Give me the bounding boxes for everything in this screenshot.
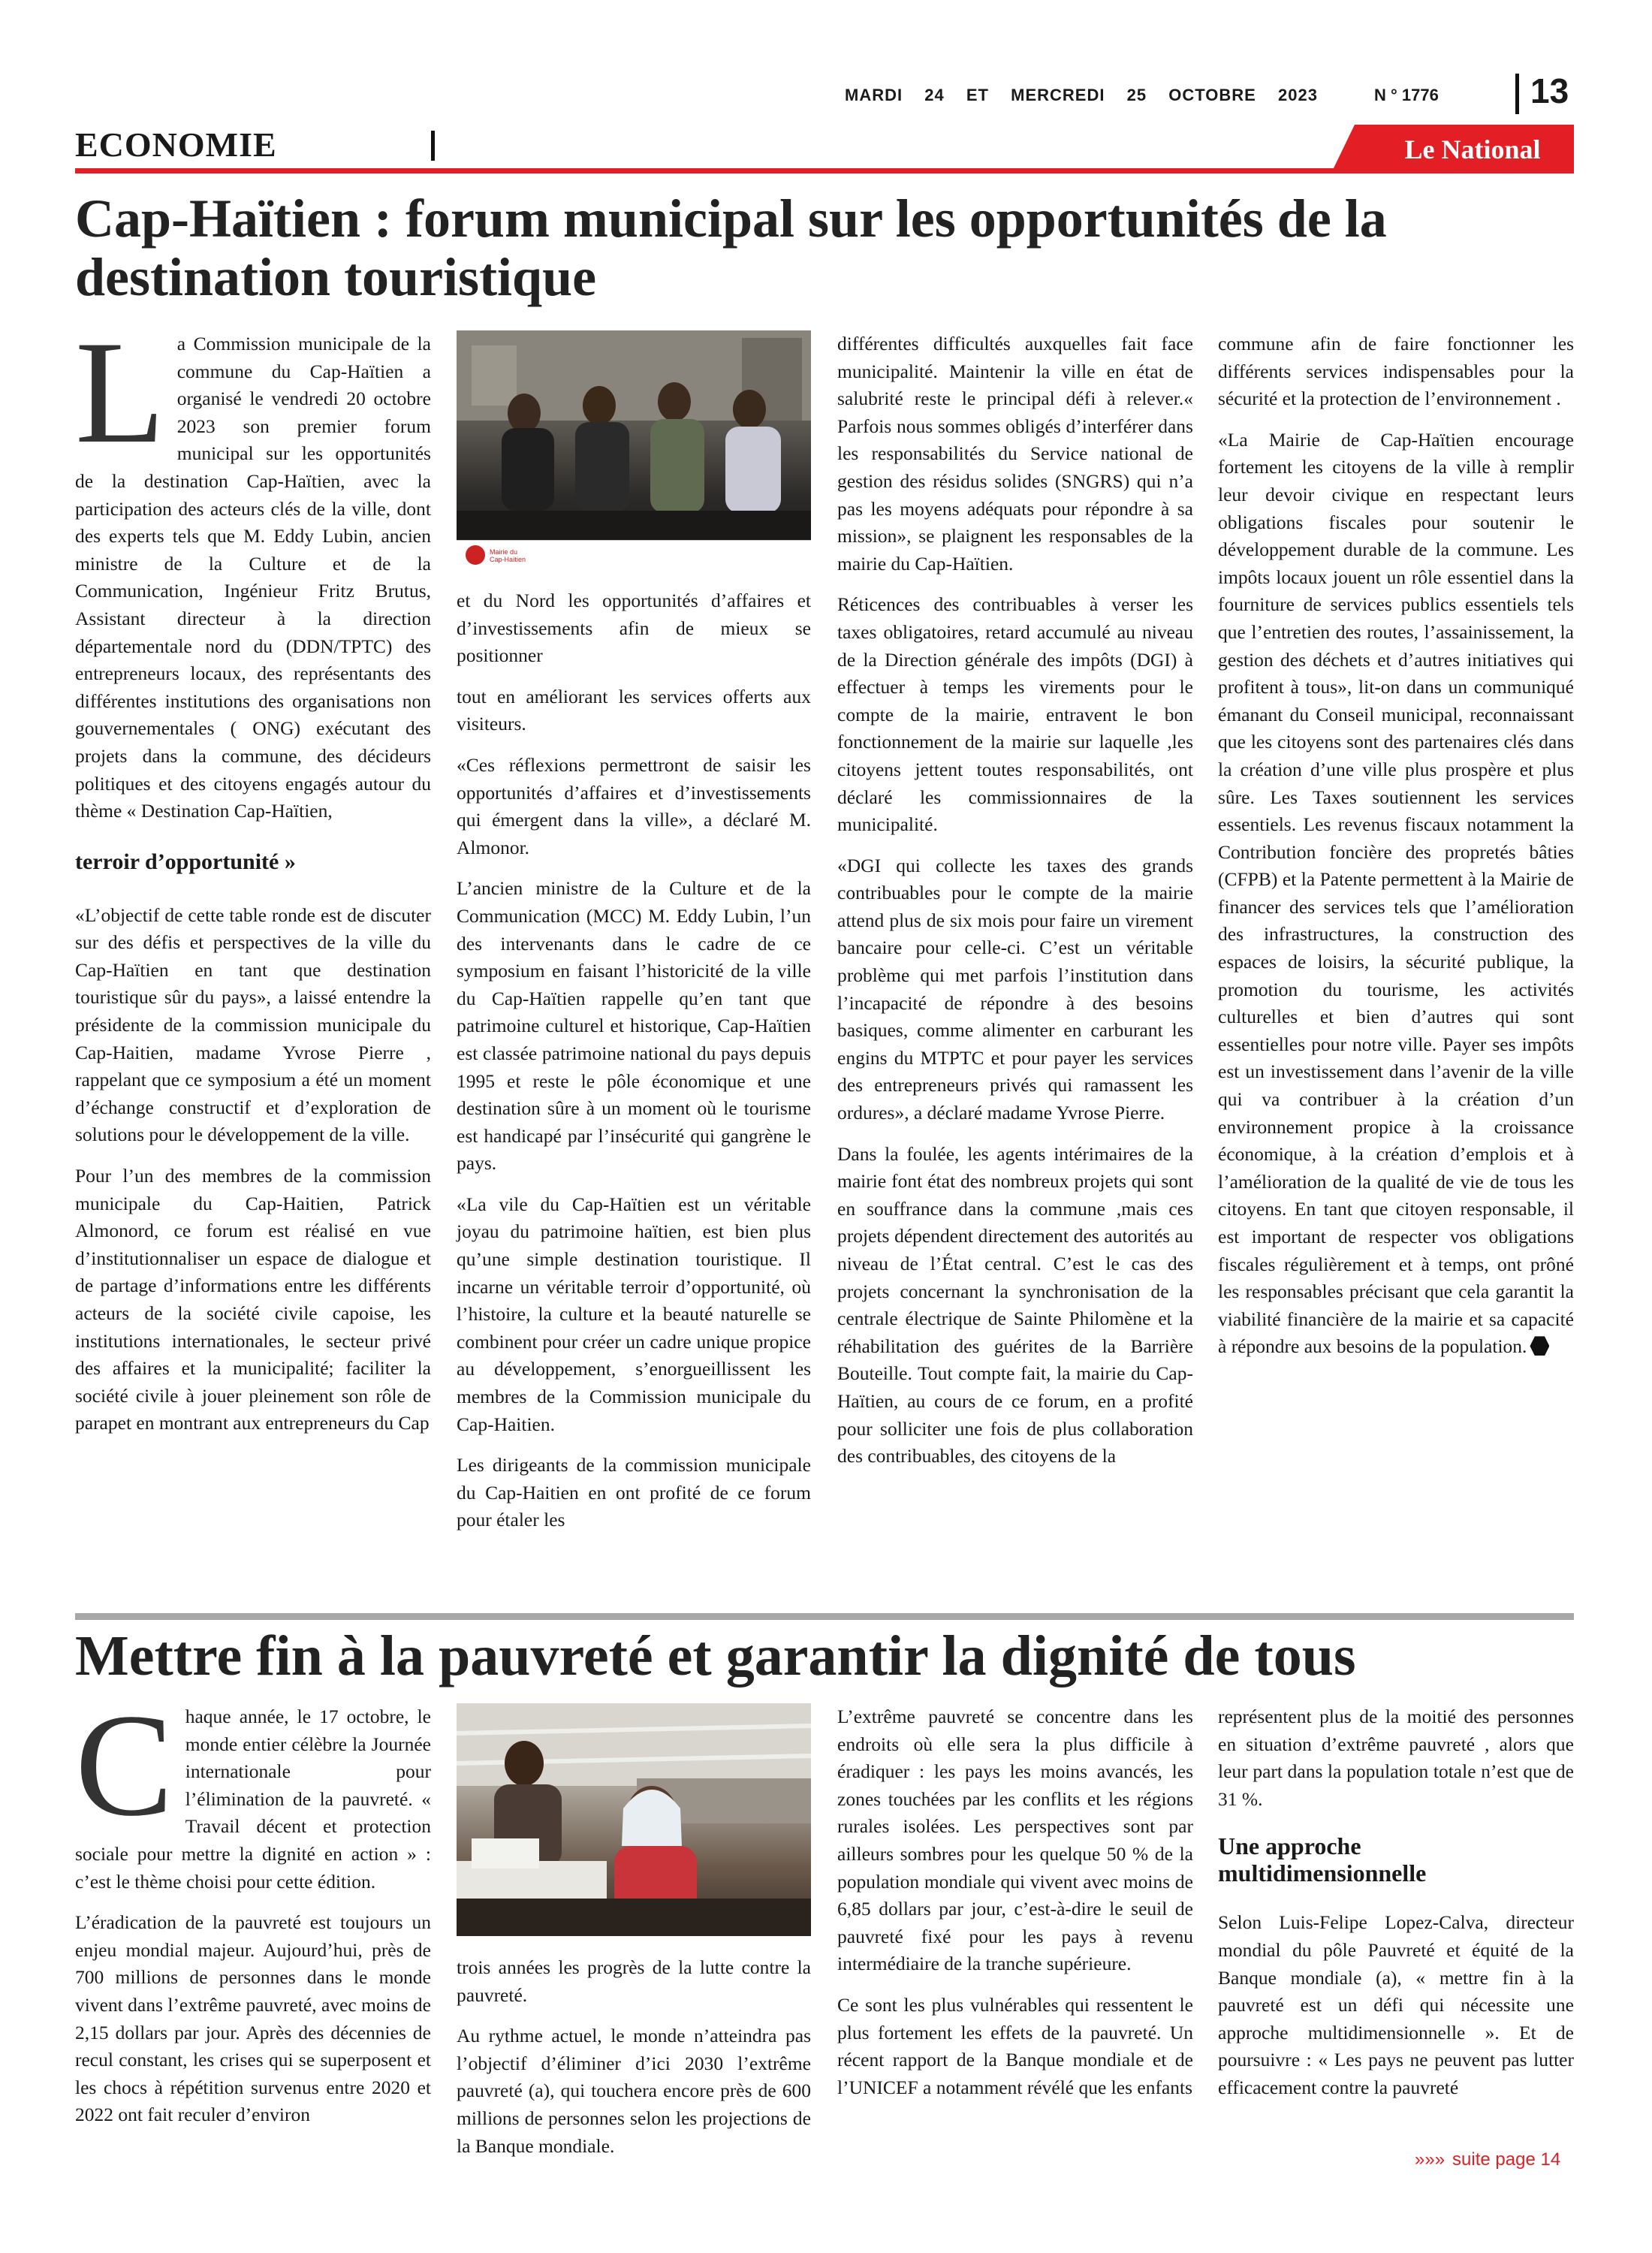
article-2-lead: haque année, le 17 octobre, le monde entier célèbre la Journée internationale pour l’élimination de la pauvreté. « Travail décent et protection sociale pour mettre la dignité en action » : c’est le thème choisi pour cette édition.: [75, 1706, 431, 1893]
article-1-paragraph: tout en améliorant les services offerts aux visiteurs.: [457, 685, 811, 735]
article-2-paragraph: Ce sont les plus vulnérables qui ressentent le plus fortement les effets de la pauvreté. Un récent rapport de la Banque mondiale et de l’UNICEF a notamment révélé que les enfants: [837, 1993, 1193, 2098]
continuation-link[interactable]: [1415, 2149, 1560, 2170]
forum-photo: [457, 330, 811, 569]
article-1-paragraph: «DGI qui collecte les taxes des grands contribuables pour le compte de la mairie attend plus de six mois pour faire un virement bancaire pour celle-ci. C’est un véritable problème qui met parfois l’institution dans l’incapacité de répondre à des besoins basiques, comme alimenter en carburant les engins du MTPTC et pour payer les services des entrepreneurs privés qui ramassent les ordures», a déclaré madame Yvrose Pierre.: [837, 854, 1193, 1124]
article-2-column-2: [457, 1954, 811, 2173]
article-2-column-3: [837, 1703, 1193, 2115]
continuation-text: suite page 14: [1452, 2149, 1561, 2170]
article-1-paragraph: Les dirigeants de la commission municipale du Cap-Haitien en ont profité de ce forum pour étaler les: [457, 1454, 811, 1531]
section-label: ECONOMIE: [75, 125, 277, 164]
article-1-subhead: terroir d’opportunité »: [75, 849, 296, 874]
continuation-arrows-icon: »»»: [1415, 2149, 1446, 2170]
date-conjunction: ET: [966, 86, 989, 104]
date-day-1: MARDI: [845, 86, 903, 104]
header-rule: [75, 168, 1574, 173]
header-divider: [1515, 74, 1519, 114]
article-1-column-2: [457, 587, 811, 1548]
article-1-paragraph: Dans la foulée, les agents intérimaires de la mairie font état des nombreux projets qui sont en souffrance dans la commune ,mais ces projets dépendent directement des autorités au niveau de l’État central. C’est le cas des projets concernant la synchronisation de la centrale électrique de Sainte Philomène et la réhabilitation des guérites de la Barrière Bouteille. Tout compte fait, la mairie du Cap-Haïtien, au cours de ce forum, en a profité pour solliciter une fois de plus collaboration des contribuables, des citoyens de la: [837, 1142, 1193, 1467]
article-1-column-4: [1218, 330, 1574, 1374]
date-number-1: 24: [924, 86, 945, 104]
article-1-paragraph: et du Nord les opportunités d’affaires et d’investissements afin de mieux se positionner: [457, 590, 811, 667]
article-1-column-3: [837, 330, 1193, 1484]
issue-number: N ° 1776: [1374, 86, 1439, 104]
section-divider: [431, 131, 435, 161]
article-2-paragraph: L’éradication de la pauvreté est toujours un enjeu mondial majeur. Aujourd’hui, près de 700 millions de personnes dans le monde vivent dans l’extrême pauvreté, avec moins de 2,15 dollars par jour. Après des décennies de recul constant, les crises qui se superposent et les chocs à répétition survenus entre 2020 et 2022 ont fait reculer d’environ: [75, 1911, 431, 2126]
article-1-paragraph: Réticences des contribuables à verser les taxes obligatoires, retard accumulé au niveau de la Direction générale des impôts (DGI) à effectuer à temps les virements pour le compte de la mairie, entravent le bon fonctionnement de la mairie sur laquelle ,les citoyens jettent toutes responsabilités, ont déclaré les commissionnaires de la municipalité.: [837, 593, 1193, 836]
date-number-2: 25: [1126, 86, 1147, 104]
article-1-dropcap: L: [75, 311, 165, 474]
date-year: 2023: [1278, 86, 1318, 104]
photo-credit-strip: [457, 540, 811, 569]
article-1-headline: Cap-Haïtien : forum municipal sur les opportunités de la destination touristique: [75, 189, 1387, 307]
article-1-paragraph: commune afin de faire fonctionner les différents services indispensables pour la sécurité et la protection de l’environnement .: [1218, 333, 1574, 410]
article-2-column-1: [75, 1684, 431, 2143]
article-1-paragraph: «L’objectif de cette table ronde est de discuter sur des défis et perspectives de la ville du Cap-Haïtien en tant que destination touristique sûr du pays», a laissé entendre la présidente de la commission municipale du Cap-Haitien, madame Yvrose Pierre , rappelant que ce symposium a été un moment d’échange constructif et d’exploration de solutions pour le développement de la ville.: [75, 903, 431, 1146]
date-day-2: MERCREDI: [1011, 86, 1105, 104]
article-1-paragraph: «La vile du Cap-Haïtien est un véritable joyau du patrimoine haïtien, est bien plus qu’une simple destination touristique. Il incarne un véritable terroir d’opportunité, où l’histoire, la culture et la beauté naturelle se combinent pour créer un cadre unique propice au développement, s’enorgueillissent les membres de la Commission municipale du Cap-Haitien.: [457, 1193, 811, 1435]
textile-workers-image: [457, 1703, 811, 1936]
brand-name: Le National: [1404, 134, 1541, 164]
article-1-paragraph: L’ancien ministre de la Culture et de la Communication (MCC) M. Eddy Lubin, l’un des intervenants dans le cadre de ce symposium en faisant l’historicité de la ville du Cap-Haïtien rappelle qu’en tant que patrimoine culturel et historique, Cap-Haïtien est classée patrimoine national du pays depuis 1995 et reste le pôle économique et une destination sûre à un moment où le tourisme est handicapé par l’insécurité qui gangrène le pays.: [457, 877, 811, 1175]
article-2-paragraph: L’extrême pauvreté se concentre dans les endroits où elle sera la plus difficile à éradiquer : les pays les moins avancés, les zones touchées par les conflits et les régions rurales isolées. Les perspectives sont par ailleurs sombres pour les quelque 50 % de la population mondiale qui vivent avec moins de 6,85 dollars par jour, c’est-à-dire le seuil de pauvreté fixé pour les pays à revenu intermédiaire de la tranche supérieure.: [837, 1706, 1193, 1975]
article-2-paragraph: représentent plus de la moitié des personnes en situation d’extrême pauvreté , alors que leur part dans la population totale n’est que de 31 %.: [1218, 1706, 1574, 1810]
article-1-paragraph: «La Mairie de Cap-Haïtien encourage fortement les citoyens de la ville à remplir leur devoir civique en respectant leurs obligations fiscales pour soutenir le développement durable de la commune. Les impôts locaux jouent un rôle essentiel dans la fourniture de services publics essentiels tels que l’entretien des routes, l’assainissement, la gestion des déchets et d’autres initiatives qui profitent à tous», lit-on dans un communiqué émanant du Conseil municipal, reconnaissant que les citoyens sont des partenaires clés dans la création d’une ville plus prospère et plus sûre. Les Taxes soutiennent les services essentiels. Les revenus fiscaux notamment la Contribution foncière des propretés bâties (CFPB) et la Patente permettent à la Mairie de financer des services tels que l’amélioration des infrastructures, la construction des espaces de loisirs, la sécurité publique, la promotion du tourisme, les activités culturelles et bien d’autres qui sont essentielles pour notre ville. Payer ses impôts est un investissement dans l’avenir de la ville qui va contribuer à la création d’un environnement propice à la croissance économique, à la création d’emplois et à l’amélioration de la qualité de vie de tous les citoyens. En tant que citoyen responsable, il est important de respecter vos obligations fiscales régulièrement et à temps, ont prôné les responsables précisant que cela garantit la viabilité financière de la mairie et sa capacité à répondre aux besoins de la population.: [1218, 428, 1574, 1358]
article-1-column-1: [75, 311, 431, 1451]
article-2-headline: Mettre fin à la pauvreté et garantir la dignité de tous: [75, 1624, 1356, 1687]
photo-credit-text: Mairie du Cap-Haïtien: [490, 548, 526, 563]
issue-date: [845, 86, 1461, 105]
article-separator: [75, 1613, 1574, 1620]
article-2-paragraph: trois années les progrès de la lutte contre la pauvreté.: [457, 1956, 811, 2006]
article-2-column-4: [1218, 1703, 1574, 2116]
article-1-paragraph: Pour l’un des membres de la commission municipale du Cap-Haitien, Patrick Almonord, ce forum est réalisé en vue d’institutionnaliser un espace de dialogue et de partage d’informations entre les différents acteurs de la société civile capoise, les institutions internationales, le secteur privé des affaires et la municipalité; faciliter la société civile à jouer pleinement son rôle de parapet en montrant aux entrepreneurs du Cap: [75, 1165, 431, 1434]
page-number: 13: [1530, 71, 1569, 110]
article-2-subhead: Une approche multidimensionnelle: [1218, 1832, 1427, 1887]
forum-photo-image: [457, 330, 811, 569]
article-1-lead: a Commission municipale de la commune du Cap-Haïtien a organisé le vendredi 20 octobre 2023 son premier forum municipal sur les opportunités de la destination Cap-Haïtien, avec la participation des acteurs clés de la ville, dont des experts tels que M. Eddy Lubin, ancien ministre de la Culture et de la Communication, Ingénieur Fritz Brutus, Assistant directeur à la direction départementale nord du (DDN/TPTC) des entrepreneurs locaux, des représentants des différentes institutions des organisations non gouvernementales ( ONG) exécutant des projets dans la commune, des décideurs politiques et des citoyens engagés autour du thème « Destination Cap-Haïtien,: [75, 333, 431, 822]
date-month: OCTOBRE: [1168, 86, 1256, 104]
article-1-paragraph: «Ces réflexions permettront de saisir les opportunités d’affaires et d’investissements qui émergent dans la ville», a déclaré M. Almonor.: [457, 753, 811, 858]
end-of-article-icon: [1530, 1336, 1549, 1356]
article-2-paragraph: Selon Luis-Felipe Lopez-Calva, directeur mondial du pôle Pauvreté et équité de la Banque mondiale (a), « mettre fin à la pauvreté est un défi qui nécessite une approche multidimensionnelle ». Et de poursuivre : « Les pays ne peuvent pas lutter efficacement contre la pauvreté: [1218, 1911, 1574, 2098]
mairie-logo-icon: [466, 545, 485, 565]
article-2-paragraph: Au rythme actuel, le monde n’atteindra pas l’objectif d’éliminer d’ici 2030 l’extrême pauvreté (a), qui touchera encore près de 600 millions de personnes selon les projections de la Banque mondiale.: [457, 2025, 811, 2157]
textile-workers-photo: [457, 1703, 811, 1936]
article-1-paragraph: différentes difficultés auxquelles fait face municipalité. Maintenir la ville en état de salubrité reste le principal défi à relever.« Parfois nous sommes obligés d’interférer dans les responsabilités du Service national de gestion des résidus solides (SNGRS) qui n’a pas les moyens adéquats pour répondre à sa mission», se plaignent les responsables de la mairie du Cap-Haïtien.: [837, 333, 1193, 575]
article-2-dropcap: C: [75, 1684, 173, 1847]
